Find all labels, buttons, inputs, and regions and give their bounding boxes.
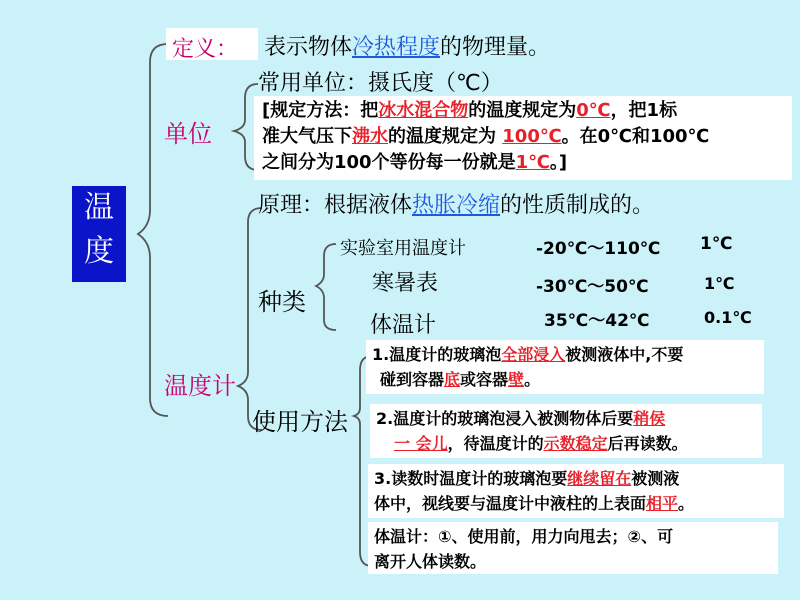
definition-label: 定义： — [172, 37, 239, 62]
usage-2-text — [376, 406, 688, 456]
unit-rule-line-1: [规定方法：把冰水混合物的温度规定为0℃，把1标 — [262, 100, 678, 121]
usage-1-line-1: 1.温度计的玻璃泡全部浸入被测液体中,不要 — [372, 345, 684, 364]
unit-label: 单位 — [164, 120, 212, 148]
usage-4-line-1: 体温计：①、使用前，用力向甩去；②、可 — [374, 527, 674, 546]
type-range-lab: -20℃～110℃ — [536, 239, 661, 259]
unit-rule-text — [262, 98, 709, 176]
title-char-1: 温 — [84, 190, 114, 225]
usage-3-line-2: 体中，视线要与温度计中液柱的上表面相平。 — [374, 494, 695, 513]
unit-common: 常用单位：摄氏度（℃） — [258, 71, 503, 96]
thermometer-label: 温度计 — [164, 372, 236, 400]
type-name-weather: 寒暑表 — [372, 271, 439, 296]
usage-1-line-2: 碰到容器底或容器壁。 — [380, 370, 541, 389]
type-range-clinical: 35℃～42℃ — [544, 311, 650, 331]
usage-label: 使用方法 — [252, 408, 348, 436]
usage-3-text — [374, 466, 694, 516]
usage-1-text — [372, 342, 683, 392]
type-division-clinical: 0.1℃ — [704, 308, 752, 327]
usage-2-line-1: 2.温度计的玻璃泡浸入被测物体后要稍侯 — [376, 409, 666, 428]
type-name-clinical: 体温计 — [370, 313, 437, 338]
definition-pre: 表示物体 — [264, 35, 353, 60]
definition-text — [264, 30, 550, 61]
type-range-weather: -30℃～50℃ — [536, 277, 649, 297]
principle-text: 原理：根据液体热胀冷缩的性质制成的。 — [258, 193, 655, 218]
title-char-2: 度 — [84, 234, 114, 269]
usage-2-line-2: 一 会儿，待温度计的示数稳定后再读数。 — [394, 434, 688, 453]
types-label: 种类 — [258, 288, 306, 316]
unit-rule-line-3: 之间分为100个等份每一份就是1℃。] — [262, 152, 568, 173]
usage-3-line-1: 3.读数时温度计的玻璃泡要继续留在被测液 — [374, 469, 680, 488]
type-name-lab: 实验室用温度计 — [340, 238, 466, 259]
usage-4-line-2: 离开人体读数。 — [374, 552, 487, 571]
type-division-weather: 1℃ — [704, 274, 735, 293]
main-brace — [138, 44, 168, 416]
definition-post: 的物理量。 — [440, 35, 551, 60]
definition-keyword: 冷热程度 — [352, 35, 441, 60]
type-division-lab: 1℃ — [700, 234, 733, 254]
usage-4-text — [374, 524, 673, 574]
thermometer-brace — [238, 208, 262, 430]
unit-rule-line-2: 准大气压下沸水的温度规定为 100℃。在0℃和100℃ — [262, 126, 710, 147]
types-brace — [316, 244, 336, 330]
title-box — [72, 186, 126, 282]
